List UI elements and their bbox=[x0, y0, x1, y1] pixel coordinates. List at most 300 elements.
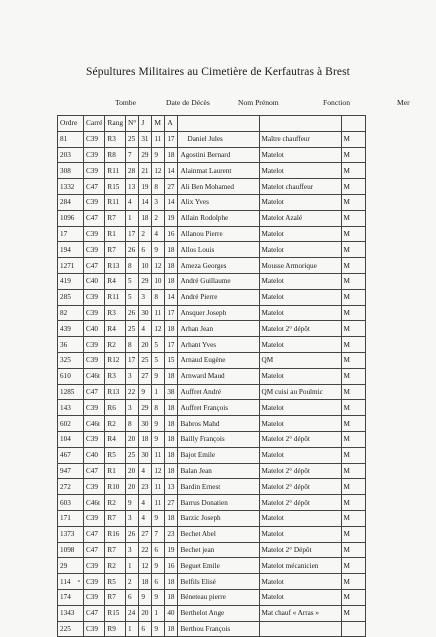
cell-mois: 4 bbox=[152, 226, 165, 242]
cell-carre: C39 bbox=[84, 352, 105, 368]
cell-fonction: Matelot bbox=[259, 163, 341, 179]
cell-mer: M bbox=[341, 510, 365, 526]
table-row bbox=[58, 210, 366, 226]
cell-mois: 9 bbox=[152, 242, 165, 258]
cell-jour: 2 bbox=[139, 226, 152, 242]
cell-numero: 13 bbox=[126, 179, 139, 195]
cell-annee: 13 bbox=[165, 479, 177, 495]
cell-numero: 24 bbox=[126, 605, 139, 621]
cell-carre: C40 bbox=[84, 273, 105, 289]
cell-mois: 8 bbox=[152, 400, 165, 416]
cell-numero: 22 bbox=[126, 384, 139, 400]
cell-rang: R9 bbox=[105, 621, 126, 637]
header-fonction: Fonction bbox=[323, 98, 351, 107]
cell-ordre: 1332 bbox=[58, 179, 84, 195]
cell-jour: 21 bbox=[139, 163, 152, 179]
cell-annee: 14 bbox=[165, 194, 177, 210]
cell-mois: 9 bbox=[152, 510, 165, 526]
cell-mer: M bbox=[341, 321, 365, 337]
cell-rang: R12 bbox=[105, 352, 126, 368]
cell-mer: M bbox=[341, 179, 365, 195]
cell-ordre: 439 bbox=[58, 321, 84, 337]
cell-jour: 30 bbox=[139, 447, 152, 463]
cell-jour: 29 bbox=[139, 273, 152, 289]
cell-mois: 7 bbox=[152, 526, 165, 542]
cell-ordre: 325 bbox=[58, 352, 84, 368]
cell-nom: André Pierre bbox=[177, 289, 259, 305]
cell-carre: C47 bbox=[84, 463, 105, 479]
cell-jour: 4 bbox=[139, 510, 152, 526]
cell-ordre: 1098 bbox=[58, 542, 84, 558]
cell-carre: C39 bbox=[84, 621, 105, 637]
cell-annee: 18 bbox=[165, 321, 177, 337]
cell-mer: M bbox=[341, 463, 365, 479]
table-row bbox=[58, 179, 366, 195]
table-row bbox=[58, 542, 366, 558]
cell-mer: M bbox=[341, 431, 365, 447]
cell-nom: Ameza Georges bbox=[177, 258, 259, 274]
cell-nom: Belfils Elisé bbox=[177, 574, 259, 590]
cell-fonction: Matelot mécanicien bbox=[259, 558, 341, 574]
cell-fonction: Matelot bbox=[259, 305, 341, 321]
cell-annee: 16 bbox=[165, 226, 177, 242]
cell-annee: 18 bbox=[165, 242, 177, 258]
cell-jour: 3 bbox=[139, 289, 152, 305]
cell-nom: Arhant Yves bbox=[177, 337, 259, 353]
cell-mois: 1 bbox=[152, 384, 165, 400]
cell-jour: 4 bbox=[139, 495, 152, 511]
cell-nom: Bechet Abel bbox=[177, 526, 259, 542]
cell-nom: Balan Jean bbox=[177, 463, 259, 479]
cell-numero: 28 bbox=[126, 163, 139, 179]
cell-annee: 19 bbox=[165, 210, 177, 226]
cell-jour: 14 bbox=[139, 194, 152, 210]
table-row bbox=[58, 526, 366, 542]
cell-nom: Arhan Jean bbox=[177, 321, 259, 337]
cell-nom: Bajot Emile bbox=[177, 447, 259, 463]
cell-annee: 18 bbox=[165, 400, 177, 416]
cell-numero: 3 bbox=[126, 542, 139, 558]
cell-mois: 1 bbox=[152, 605, 165, 621]
cell-mer: M bbox=[341, 258, 365, 274]
burial-register-table bbox=[57, 115, 366, 637]
cell-ordre: 17 bbox=[58, 226, 84, 242]
table-row bbox=[58, 226, 366, 242]
cell-nom: Beguet Emile bbox=[177, 558, 259, 574]
cell-numero: 26 bbox=[126, 526, 139, 542]
cell-rang: R6 bbox=[105, 400, 126, 416]
cell-carre: C40 bbox=[84, 447, 105, 463]
cell-annee: 16 bbox=[165, 558, 177, 574]
cell-ordre: 272 bbox=[58, 479, 84, 495]
cell-ordre: 1285 bbox=[58, 384, 84, 400]
cell-mer: M bbox=[341, 495, 365, 511]
cell-fonction: Mousse Armorique bbox=[259, 258, 341, 274]
cell-mois: 9 bbox=[152, 589, 165, 605]
cell-ordre: 104 bbox=[58, 431, 84, 447]
cell-numero: 3 bbox=[126, 400, 139, 416]
cell-numero: 26 bbox=[126, 305, 139, 321]
cell-rang: R2 bbox=[105, 495, 126, 511]
cell-annee: 14 bbox=[165, 289, 177, 305]
cell-fonction: Matelot bbox=[259, 242, 341, 258]
cell-jour: 12 bbox=[139, 558, 152, 574]
cell-mer: M bbox=[341, 210, 365, 226]
cell-mois: 9 bbox=[152, 621, 165, 637]
table-row bbox=[58, 605, 366, 621]
cell-ordre: 610 bbox=[58, 368, 84, 384]
cell-carre: C39 bbox=[84, 337, 105, 353]
cell-carre: C46t bbox=[84, 416, 105, 432]
cell-mer: M bbox=[341, 194, 365, 210]
cell-ordre: 203 bbox=[58, 147, 84, 163]
cell-nom: Auffret François bbox=[177, 400, 259, 416]
cell-numero: 8 bbox=[126, 416, 139, 432]
cell-ordre: 143 bbox=[58, 400, 84, 416]
cell-fonction: Maître chauffeur bbox=[259, 131, 341, 147]
cell-numero: 1 bbox=[126, 621, 139, 637]
cell-carre: C39 bbox=[84, 305, 105, 321]
cell-jour: 18 bbox=[139, 210, 152, 226]
cell-annee: 18 bbox=[165, 416, 177, 432]
header-mer: Mer bbox=[397, 98, 410, 107]
cell-carre: C39 bbox=[84, 163, 105, 179]
cell-rang: R7 bbox=[105, 589, 126, 605]
cell-numero: 17 bbox=[126, 352, 139, 368]
cell-mois: 6 bbox=[152, 574, 165, 590]
cell-ordre: 174 bbox=[58, 589, 84, 605]
cell-mer: M bbox=[341, 368, 365, 384]
table-row bbox=[58, 384, 366, 400]
cell-rang: R2 bbox=[105, 558, 126, 574]
cell-nom: Arnaud Eugène bbox=[177, 352, 259, 368]
cell-carre: C47 bbox=[84, 542, 105, 558]
cell-ordre: 603 bbox=[58, 495, 84, 511]
cell-annee: 18 bbox=[165, 574, 177, 590]
cell-jour: 6 bbox=[139, 242, 152, 258]
cell-annee: 18 bbox=[165, 147, 177, 163]
cell-jour: 27 bbox=[139, 368, 152, 384]
cell-carre: C39 bbox=[84, 147, 105, 163]
cell-carre: C39 bbox=[84, 242, 105, 258]
cell-ordre: 194 bbox=[58, 242, 84, 258]
cell-numero: 26 bbox=[126, 242, 139, 258]
cell-mer: M bbox=[341, 242, 365, 258]
header-nom-prenom: Nom Prénom bbox=[238, 98, 279, 107]
cell-nom: Allos Louis bbox=[177, 242, 259, 258]
column-header-row bbox=[58, 116, 366, 132]
table-row bbox=[58, 147, 366, 163]
cell-ordre: 1373 bbox=[58, 526, 84, 542]
cell-annee: 23 bbox=[165, 526, 177, 542]
cell-rang: R10 bbox=[105, 479, 126, 495]
table-row bbox=[58, 258, 366, 274]
table-row bbox=[58, 479, 366, 495]
cell-mois: 3 bbox=[152, 194, 165, 210]
cell-jour: 19 bbox=[139, 179, 152, 195]
cell-annee: 18 bbox=[165, 273, 177, 289]
cell-numero: 1 bbox=[126, 210, 139, 226]
cell-ordre: 1096 bbox=[58, 210, 84, 226]
cell-numero: 3 bbox=[126, 368, 139, 384]
cell-annee: 17 bbox=[165, 337, 177, 353]
cell-jour: 9 bbox=[139, 384, 152, 400]
cell-rang: R1 bbox=[105, 226, 126, 242]
cell-numero: 1 bbox=[126, 558, 139, 574]
cell-ordre: 947 bbox=[58, 463, 84, 479]
cell-fonction: Matelot chauffeur bbox=[259, 179, 341, 195]
cell-jour: 18 bbox=[139, 431, 152, 447]
cell-annee: 17 bbox=[165, 131, 177, 147]
table-row bbox=[58, 431, 366, 447]
cell-numero: 6 bbox=[126, 589, 139, 605]
cell-rang: R13 bbox=[105, 384, 126, 400]
cell-mer: M bbox=[341, 605, 365, 621]
cell-numero: 20 bbox=[126, 431, 139, 447]
cell-fonction: Matelot bbox=[259, 368, 341, 384]
cell-rang: R7 bbox=[105, 510, 126, 526]
cell-jour: 22 bbox=[139, 542, 152, 558]
cell-mois: 11 bbox=[152, 305, 165, 321]
cell-annee: 18 bbox=[165, 368, 177, 384]
cell-mer: M bbox=[341, 226, 365, 242]
cell-mer: M bbox=[341, 352, 365, 368]
cell-mois: 8 bbox=[152, 179, 165, 195]
cell-nom: Alainmat Laurent bbox=[177, 163, 259, 179]
table-row bbox=[58, 495, 366, 511]
cell-mois: 9 bbox=[152, 416, 165, 432]
cell-nom: Agostini Bernard bbox=[177, 147, 259, 163]
cell-mois: 12 bbox=[152, 163, 165, 179]
cell-rang: R16 bbox=[105, 526, 126, 542]
cell-carre: C40 bbox=[84, 321, 105, 337]
cell-mois: 5 bbox=[152, 352, 165, 368]
cell-mer: M bbox=[341, 447, 365, 463]
cell-mer: M bbox=[341, 337, 365, 353]
cell-numero: 25 bbox=[126, 447, 139, 463]
cell-jour: 25 bbox=[139, 352, 152, 368]
table-row bbox=[58, 589, 366, 605]
cell-nom: Arnward Maud bbox=[177, 368, 259, 384]
cell-fonction bbox=[259, 621, 341, 637]
cell-carre: C39 bbox=[84, 510, 105, 526]
col-header-fonction bbox=[259, 116, 341, 132]
cell-annee: 15 bbox=[165, 352, 177, 368]
cell-nom: Daniel Jules bbox=[177, 131, 259, 147]
cell-annee: 18 bbox=[165, 447, 177, 463]
cell-fonction: QM cuisi au Poulmic bbox=[259, 384, 341, 400]
cell-nom: Allanou Pierre bbox=[177, 226, 259, 242]
col-header-numero: N° bbox=[126, 116, 139, 132]
cell-fonction: Matelot 2° dépôt bbox=[259, 321, 341, 337]
cell-nom: Berthelot Ange bbox=[177, 605, 259, 621]
cell-mois: 11 bbox=[152, 479, 165, 495]
cell-fonction: Matelot bbox=[259, 526, 341, 542]
cell-ordre: 171 bbox=[58, 510, 84, 526]
cell-annee: 18 bbox=[165, 431, 177, 447]
cell-numero: 5 bbox=[126, 289, 139, 305]
cell-ordre: 419 bbox=[58, 273, 84, 289]
cell-carre: C47 bbox=[84, 384, 105, 400]
table-row bbox=[58, 416, 366, 432]
cell-ordre: 82 bbox=[58, 305, 84, 321]
cell-ordre: 467 bbox=[58, 447, 84, 463]
cell-nom: Allain Rodolphe bbox=[177, 210, 259, 226]
cell-mer: M bbox=[341, 558, 365, 574]
cell-carre: C39 bbox=[84, 558, 105, 574]
cell-ordre: 225 bbox=[58, 621, 84, 637]
cell-mois: 5 bbox=[152, 337, 165, 353]
cell-mois: 11 bbox=[152, 131, 165, 147]
cell-rang: R3 bbox=[105, 368, 126, 384]
header-tombe: Tombe bbox=[115, 98, 136, 107]
cell-fonction: Matelot 2° dépôt bbox=[259, 431, 341, 447]
cell-jour: 4 bbox=[139, 463, 152, 479]
cell-carre: C47 bbox=[84, 210, 105, 226]
cell-nom: Bailly François bbox=[177, 431, 259, 447]
cell-ordre: 114 bbox=[58, 574, 84, 590]
cell-carre: C39 bbox=[84, 479, 105, 495]
cell-carre: C46t bbox=[84, 495, 105, 511]
cell-carre: C39 bbox=[84, 289, 105, 305]
cell-jour: 29 bbox=[139, 400, 152, 416]
table-row bbox=[58, 621, 366, 637]
cell-annee: 18 bbox=[165, 621, 177, 637]
cell-nom: Alix Yves bbox=[177, 194, 259, 210]
cell-nom: Babros Mahd bbox=[177, 416, 259, 432]
header-groups bbox=[0, 98, 436, 110]
cell-carre: C39 bbox=[84, 131, 105, 147]
cell-nom: Barrus Donatien bbox=[177, 495, 259, 511]
cell-fonction: Matelot 2° dépôt bbox=[259, 495, 341, 511]
col-header-rang: Rang bbox=[105, 116, 126, 132]
cell-mer bbox=[341, 621, 365, 637]
cell-mois: 8 bbox=[152, 289, 165, 305]
cell-ordre: 36 bbox=[58, 337, 84, 353]
col-header-ordre: Ordre bbox=[58, 116, 84, 132]
table-row bbox=[58, 447, 366, 463]
cell-annee: 27 bbox=[165, 495, 177, 511]
header-date-deces: Date de Décès bbox=[166, 98, 210, 107]
cell-annee: 18 bbox=[165, 258, 177, 274]
cell-jour: 30 bbox=[139, 416, 152, 432]
document-title: Sépultures Militaires au Cimetière de Kerfautras à Brest bbox=[86, 66, 350, 78]
cell-numero: 8 bbox=[126, 337, 139, 353]
table-row bbox=[58, 463, 366, 479]
cell-ordre: 1271 bbox=[58, 258, 84, 274]
cell-fonction: Matelot Azalé bbox=[259, 210, 341, 226]
cell-mer: M bbox=[341, 305, 365, 321]
cell-fonction: Matelot bbox=[259, 226, 341, 242]
table-row bbox=[58, 305, 366, 321]
cell-fonction: Mat chauf « Arras » bbox=[259, 605, 341, 621]
cell-jour: 31 bbox=[139, 131, 152, 147]
cell-rang: R4 bbox=[105, 431, 126, 447]
cell-carre: C39 bbox=[84, 589, 105, 605]
cell-rang: R2 bbox=[105, 416, 126, 432]
cell-mer: M bbox=[341, 479, 365, 495]
cell-annee: 18 bbox=[165, 510, 177, 526]
cell-mois: 12 bbox=[152, 321, 165, 337]
cell-mois: 9 bbox=[152, 147, 165, 163]
cell-annee: 38 bbox=[165, 384, 177, 400]
table-row bbox=[58, 163, 366, 179]
col-header-mer bbox=[341, 116, 365, 132]
table-row bbox=[58, 242, 366, 258]
cell-mois: 9 bbox=[152, 368, 165, 384]
col-header-carre: Carré bbox=[84, 116, 105, 132]
cell-mer: M bbox=[341, 147, 365, 163]
cell-mois: 9 bbox=[152, 558, 165, 574]
cell-fonction: Matelot bbox=[259, 574, 341, 590]
cell-rang: R15 bbox=[105, 179, 126, 195]
cell-mer: M bbox=[341, 526, 365, 542]
cell-jour: 18 bbox=[139, 574, 152, 590]
cell-numero: 7 bbox=[126, 147, 139, 163]
cell-rang: R5 bbox=[105, 447, 126, 463]
cell-jour: 23 bbox=[139, 479, 152, 495]
cell-fonction: QM bbox=[259, 352, 341, 368]
cell-carre: C39 bbox=[84, 194, 105, 210]
cell-ordre: 81 bbox=[58, 131, 84, 147]
cell-fonction: Matelot bbox=[259, 589, 341, 605]
cell-mois: 12 bbox=[152, 258, 165, 274]
cell-numero: 25 bbox=[126, 131, 139, 147]
table-row bbox=[58, 574, 366, 590]
cell-mois: 10 bbox=[152, 273, 165, 289]
table-row bbox=[58, 194, 366, 210]
cell-annee: 27 bbox=[165, 179, 177, 195]
cell-ordre: 284 bbox=[58, 194, 84, 210]
cell-carre: C39 bbox=[84, 400, 105, 416]
cell-carre: C47 bbox=[84, 605, 105, 621]
table-row bbox=[58, 131, 366, 147]
cell-rang: R11 bbox=[105, 194, 126, 210]
cell-nom: Bechet jean bbox=[177, 542, 259, 558]
cell-numero: 5 bbox=[126, 273, 139, 289]
cell-carre: C39 bbox=[84, 226, 105, 242]
cell-rang: R2 bbox=[105, 337, 126, 353]
cell-fonction: Matelot bbox=[259, 447, 341, 463]
cell-rang: R7 bbox=[105, 242, 126, 258]
cell-rang: R11 bbox=[105, 163, 126, 179]
cell-mer: M bbox=[341, 416, 365, 432]
table-row bbox=[58, 352, 366, 368]
table-row bbox=[58, 321, 366, 337]
cell-carre: C39 bbox=[84, 574, 105, 590]
cell-mer: M bbox=[341, 163, 365, 179]
cell-numero: 3 bbox=[126, 510, 139, 526]
cell-carre: C47 bbox=[84, 258, 105, 274]
cell-carre: C47 bbox=[84, 526, 105, 542]
cell-fonction: Matelot bbox=[259, 273, 341, 289]
col-header-nom bbox=[177, 116, 259, 132]
cell-numero: 20 bbox=[126, 479, 139, 495]
cell-jour: 30 bbox=[139, 305, 152, 321]
cell-numero: 8 bbox=[126, 258, 139, 274]
cell-numero: 4 bbox=[126, 194, 139, 210]
cell-carre: C46t bbox=[84, 368, 105, 384]
table-row bbox=[58, 368, 366, 384]
cell-mer: M bbox=[341, 574, 365, 590]
cell-mois: 2 bbox=[152, 210, 165, 226]
cell-nom: Ali Ben Mohamed bbox=[177, 179, 259, 195]
table-row bbox=[58, 337, 366, 353]
cell-numero: 2 bbox=[126, 574, 139, 590]
cell-mois: 11 bbox=[152, 447, 165, 463]
cell-nom: Berthou François bbox=[177, 621, 259, 637]
cell-jour: 10 bbox=[139, 258, 152, 274]
